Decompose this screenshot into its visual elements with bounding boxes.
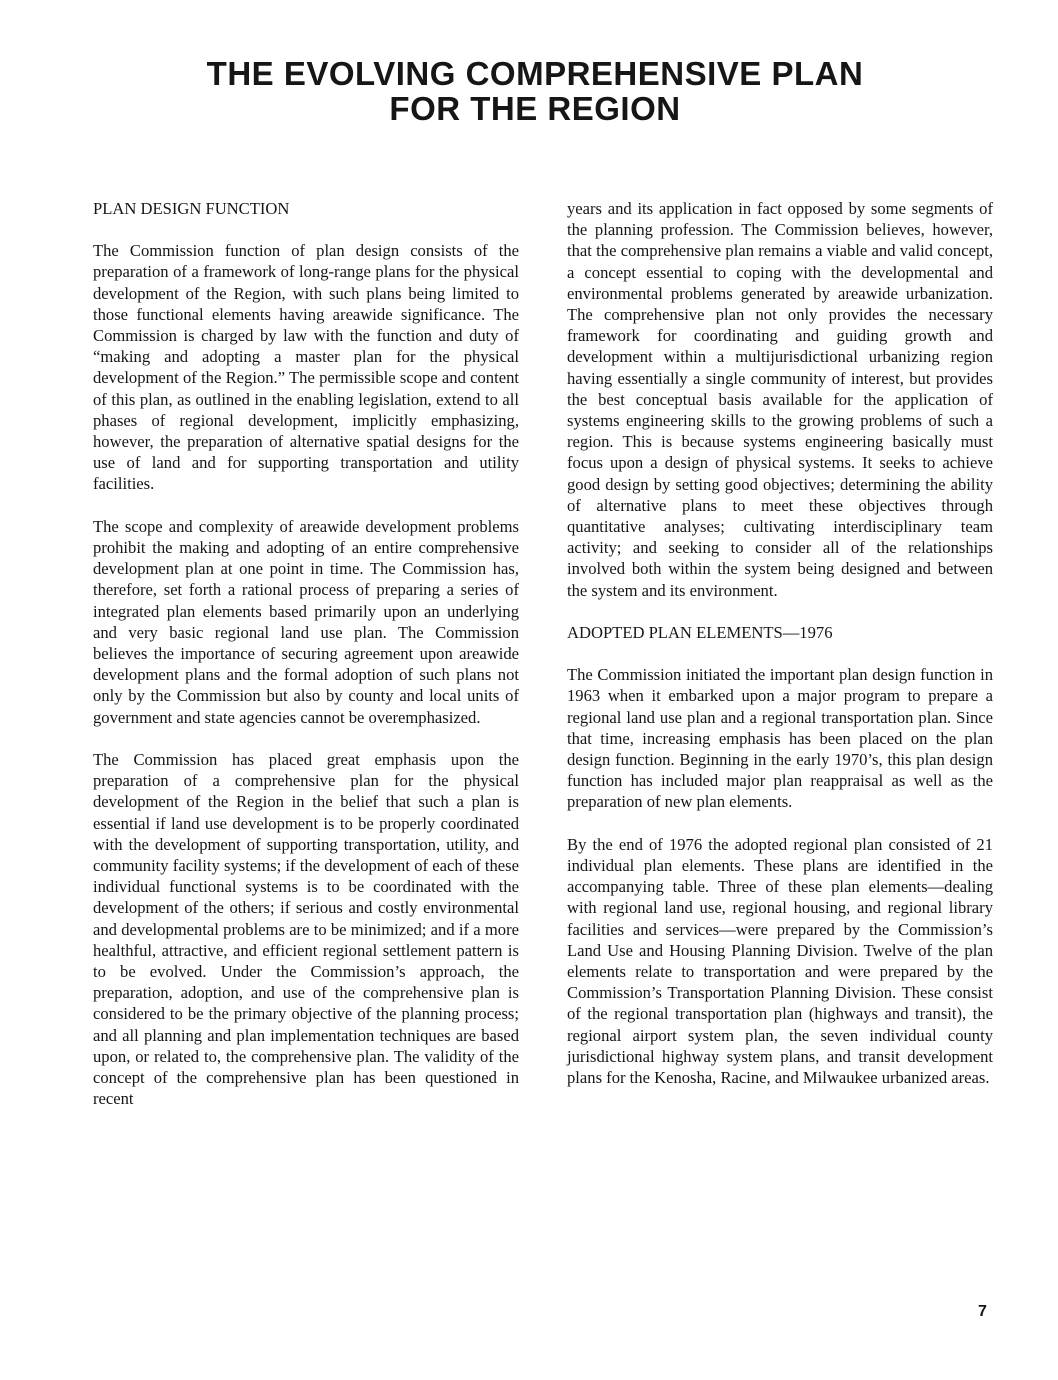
paragraph: The Commission initiated the important plan design function in 1963 when it embarked upon a major program to prepare a regional land use plan and a regional transportation plan. Since that time, increasing emphasis has been placed on the plan design function. Beginning in the early 1970’s, this plan design function has included major plan reappraisal as well as the preparation of new plan elements. [567,665,993,812]
section-heading-plan-design-function: PLAN DESIGN FUNCTION [93,199,290,218]
paragraph: By the end of 1976 the adopted regional plan consisted of 21 individual plan elements. These plans are identified in the accompanying table. Three of these plan elements—dealing with regional land use, regional housing, and regional library facilities and services—were prepared by the Commission’s Land Use and Housing Planning Division. Twelve of the plan elements relate to transportation and were prepared by the Commission’s Transportation Planning Division. These consist of the regional transportation plan (highways and transit), the regional airport system plan, the seven individual county jurisdictional highway system plans, and transit development plans for the Kenosha, Racine, and Milwaukee urbanized areas. [567,834,993,1088]
paragraph: The Commission function of plan design consists of the preparation of a framework of long-range plans for the physical development of the Region, with such plans being limited to those functional elements having areawide significance. The Commission is charged by law with the function and duty of “making and adopting a master plan for the physical development of the Region.” The permissible scope and content of this plan, as outlined in the enabling legislation, extend to all phases of regional development, implicitly emphasizing, however, the preparation of alternative spatial designs for the use of land and for supporting transportation and utility facilities. [93,241,519,494]
page-title-line-2: FOR THE REGION [389,90,681,127]
page-number: 7 [978,1303,987,1320]
section-heading-adopted-plan-elements: ADOPTED PLAN ELEMENTS—1976 [567,623,833,643]
left-column [93,198,519,1131]
page-title-line-1: THE EVOLVING COMPREHENSIVE PLAN [206,55,864,92]
right-column [567,198,993,1109]
paragraph: The Commission has placed great emphasis upon the preparation of a comprehensive plan for the physical development of the Region in the belief that such a plan is essential if land use development is to be properly coordinated with the development of supporting transportation, utility, and community facility systems; if the development of each of these individual functional systems is to be coordinated with the development of the others; if serious and costly environmental and developmental problems are to be minimized; and if a more healthful, attractive, and efficient regional settlement pattern is to be evolved. Under the Commission’s approach, the preparation, adoption, and use of the comprehensive plan is considered to be the primary objective of the planning process; and all planning and plan implementation techniques are based upon, or related to, the comprehensive plan. The validity of the concept of the comprehensive plan has been questioned in recent [93,750,519,1109]
paragraph-continuation: years and its application in fact opposed by some segments of the planning profession. The Commission believes, however, that the comprehensive plan remains a viable and valid concept, a concept essential to coping with the developmental and environmental problems generated by areawide urbanization. The comprehensive plan not only provides the necessary framework for coordinating and guiding growth and development within a multijurisdictional urbanizing region having essentially a single community of interest, but provides the best conceptual basis available for the application of systems engineering skills to the growing problems of such a region. This is because systems engineering basically must focus upon a design of physical systems. It seeks to achieve good design by setting good objectives; determining the ability of alternative plans to meet these objectives through quantitative analyses; cultivating interdisciplinary team activity; and seeking to consider all of the relationships involved both within the system being designed and between the system and its environment. [567,199,993,600]
page-title [0,56,1058,126]
paragraph: The scope and complexity of areawide development problems prohibit the making and adopting of an entire comprehensive development plan at one point in time. The Commission has, therefore, set forth a rational process of preparing a series of integrated plan elements based primarily upon an underlying and very basic regional land use plan. The Commission believes the importance of securing agreement upon areawide development plans and the formal adoption of such plans not only by the Commission but also by county and local units of government and state agencies cannot be overemphasized. [93,516,519,727]
